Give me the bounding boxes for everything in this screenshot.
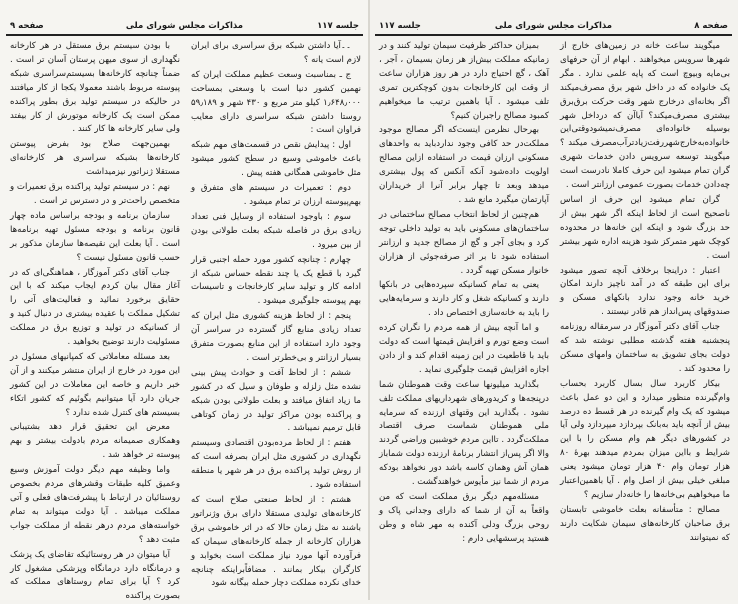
session-number: جلسه ۱۱۷ [317, 21, 359, 31]
paragraph: بهمین‌جهت صلاح بود بفرض پیوستن کارخانه‌ها بشبکه سراسری هر کارخانه‌ای مستقلا ژنراتور نیزمیداشت [10, 139, 180, 178]
page-header [6, 20, 363, 36]
paragraph: هم‌چنین از لحاظ انتخاب مصالح ساختمانی در ساختمان‌های مسکونی باید به تولید داخلی توجه کرد و بجای آجر و گچ از مصالح جدید و ارزانتر استفاده شود تا بر اثر صرفه‌جوئی از هزاران خانوار مسکن تهیه گردد . [379, 209, 549, 276]
paragraph: آیا میتوان در هر روستائیکه تقاضای یک پزشک و درمانگاه دارد درمانگاه وپزشکی مشغول کار کرد ؟ آیا برای تمام روستاهای مملکت که بصورت پراکنده [10, 549, 180, 602]
paragraph: و اما آنچه بیش از همه مردم را نگران کرده است وضع تورم و افزایش قیمتها است که دولت باید با قاطعیت در این زمینه اقدام کند و از دادن اجازه افزایش قیمت جلوگیری نماید . [379, 323, 549, 375]
page-number: صفحه ۹ [10, 21, 44, 31]
paragraph: سازمان برنامه و بودجه براساس ماده چهار قانون برنامه و بودجه مسئول تهیه برنامه‌ها است . آیا بعلت این نقیصه‌ها سازمان مذکور بر حسب قانون مسئول نیست ؟ [10, 210, 180, 263]
paragraph: ششم : از لحاظ آفت و حوادث پیش بینی نشده مثل زلزله و طوفان و سیل که در کشور ما زیاد اتفاق میافتد و بعلت طولانی بودن شبکه و پراکنده بودن مراکز تولید در زمان کوتاهی قابل ترمیم نمیباشد . [191, 367, 361, 434]
paragraph: اول : پیدایش نقص در قسمت‌های مهم شبکه باعث خاموشی وسیع در سطح کشور میشود مثل خاموشی همگانی هفته پیش . [191, 140, 361, 179]
paragraph: جناب آقای دکتر آموزگار ، هماهنگی‌ای که در آغاز مقال بیان کردم ایجاب میکند که با این حقایق برخورد نمائید و فعالیت‌های آتی را تشکیل مملکت با عقیده بیشتری در دنبال کنید و از کسانیکه در تولید و توزیع برق در مملکت مسئولیت دارند توضیح بخواهید . [10, 267, 180, 348]
text-column-left [10, 40, 180, 602]
paragraph: بمیزان حداکثر ظرفیت سیمان تولید کنند و در زمانیکه مملکت بیش‌از هر زمان بسیمان ، آجر ، آهک ، گچ احتیاج دارد در هر روز هزاران ساعت از وقت این کارخانجات بدون کوچکترین تمری تلف میشود . آیا باهمین ترتیب ما میخواهیم کمبود مصالح راجبران کنیم؟ [379, 41, 549, 121]
paragraph: پنجم : از لحاظ هزینه کشوری مثل ایران که تعداد زیادی منابع گاز گسترده در سراسر آن وجود دارد استفاده از این منابع بصورت متفرق بسیار ارزانتر و بی‌خطرتر است . [191, 311, 361, 363]
book-gutter [368, 0, 370, 600]
paragraph: بیکار کاربرد سال بسال کاربرد بحساب وام‌گیرنده منظور میدارد و این دو عمل باعث میشود که یک وام گیرنده در هر قسط ده درصد بیش از آنچه باید به‌بانک بپردازد میپردازد ولی آیا در کشورهای دیگر هم وام مسکن را با این شرایط و بااین میزان بمردم میدهند بهرهٔ ۸۰ هزار تومان وام ۴۰ هزار تومان میشود یعنی مبلغی خیلی بیش از اصل وام . آیا باهمین‌اعتبار ما میخواهیم بی‌خانه‌ها را خانه‌دار سازیم ؟ [560, 378, 730, 500]
left-page [0, 0, 369, 600]
right-page [369, 0, 738, 600]
paragraph: یعنی به تمام کسانیکه سپرده‌هایی در بانکها دارند و کسانیکه شغل و کار دارند و سرمایه‌هایی را باید به خانه‌سازی اختصاص داد . [379, 280, 549, 319]
page-number: صفحه ۸ [694, 21, 728, 31]
paragraph: اعتبار : دراینجا برخلاف آنچه تصور میشود برای این طبقه که در آمد ناچیز دارند امکان خرید خانه وجود ندارد بانکهای مسکن و صندوقهای پس‌انداز هم قادر نیستند . [560, 265, 730, 318]
paragraph: واما وظیفه مهم دیگر دولت آموزش وسیع وعمیق کلیه طبقات وقشرهای مردم بخصوص روستائیان در ارتباط با پیشرفت‌های فعلی و آتی مملکت میباشد . آیا دولت میتواند به تمام خواسته‌های مردم درهر نقطه از مملکت جواب مثبت دهد ؟ [10, 465, 180, 545]
running-title: مذاکرات مجلس شورای ملی [494, 21, 613, 31]
paragraph: ج ـ بمناسبت وسعت عظیم مملکت ایران که نهمین کشور دنیا است با وسعتی بمساحت ۱٫۶۴۸٫۰۰۰ کیلو متر مربع و ۴۳۰ شهر و ۵۹٫۱۸۹ روستا داشتن شبکه سراسری دارای معایب فراوان است : [191, 69, 361, 136]
paragraph: با بودن سیستم برق مستقل در هر کارخانه نگهداری از سوی میهن پرستان آسان تر است . ضمناً چنانچه کارخانه‌ها بسیستم‌سراسری شبکه پیوسته مربوط باشند معمولا یکجا از کار میافتند در حالیکه در سیستم تولید برق بطور پراکنده ممکن است یک کارخانه موتورش از کار بیفتد ولی سایر کارخانه ها کار کنند . [10, 41, 180, 135]
text-column-left [379, 40, 549, 560]
paragraph: ۔۔آیا داشتن شبکه برق سراسری برای ایران لازم است یانه ؟ [191, 41, 361, 65]
paragraph: نهم : در سیستم تولید پراکنده برق تعمیرات و متخصص راحت‌تر و در دسترس تر است . [10, 182, 180, 206]
running-title: مذاکرات مجلس شورای ملی [125, 21, 244, 31]
paragraph: مصالح : متأسفانه بعلت خاموشی تابستان برق صاحبان کارخانه‌های سیمان شکایت دارند که نمیتوانند [560, 504, 730, 543]
paragraph: هشتم : از لحاظ صنعتی صلاح است که کارخانه‌های تولیدی مستقلا دارای برق وژنراتور باشند نه مثل زمان حالا که در اثر خاموشی برق هزاران کارخانه از جمله کارخانه‌های سیمان که فرآورده آنها مورد نیاز مملکت است بخوابد و کارگران بیکار بمانند . مضافاً‌براینکه چنانچه خدای نکرده مملکت دچار حمله بیگانه شود [191, 495, 361, 589]
page-header [375, 20, 732, 36]
paragraph: چهارم : چنانچه کشور مورد حمله اجنبی قرار گیرد با قطع یک یا چند نقطه حساس شبکه از ادامه کار و تولید سایر کارخانجات و تاسیسات بهم پیوسته جلوگیری میشود . [191, 254, 361, 307]
paragraph: بهرحال نظرمن اینست‌که اگر مصالح موجود مملکت‌در حد کافی وجود ندارد‌باید به واحدهای مسکونی ارزان قیمت در استفاده ازاین مصالح اولویت داده‌شود آنکه آنکس که پول بیشتری میدهد وبعد تا چهار برابر آنرا از خریداران آپارتمان میگیرد مانع شد . [379, 125, 549, 205]
paragraph: بگذارید میلیونها ساعت وقت هموطنان شما درپنجه‌ها و کریدورهای شهرداریهای مملکت تلف نشود . بگذارید این وقتهای ارزنده که سرمایه ملی هموطنان شماست صرف اقتصاد مملکت‌گردد . تااین مردم خوشبین وراضی گردند والا اگر پس‌از انتشار برنامهٔ ارزنده دولت شما‌باز همان آش وهمان کاسه باشد دور نخواهد بودکه مردم از شما نیز مأیوس خواهندگشت . [379, 379, 549, 488]
paragraph: معرض این تحقیق قرار دهد بشتیبانی وهمکاری صمیمانه مردم بادولت بیشتر و بهم پیوسته تر خواهد شد . [10, 422, 180, 461]
paragraph: مسئله‌مهم دیگر برق مملکت است که من واقعاً به آن از شما که دارای وجدانی پاک و روحی بزرگ ودلی آکنده به مهر شاه و وطن هستید پرسشهایی دارم : [379, 492, 549, 544]
paragraph: میگویند ساعت خانه در زمین‌های خارج از شهرها سرویس میخواهند . ابهام از آن حرفهای بی‌مایه وبیوچ است که پایه علمی ندارد . مگر یک خانواده که در داخل شهر برق مصرف‌میکند اگر بخانه‌ای درخارج شهر وقت حرکت برق‌برق بیشتری مصرف‌میکند؟ آیاآن که درداخل شهر بوسیله خانواده‌ای مصرف‌نمیشود‌وقتی‌این خانواده‌به‌خارج‌شهر‌رفت‌زیاد‌تر‌آب‌مصرف میکند ؟ میگویند توسعه سرویس دادن خدمات شهری گران تمام میشود این حرف کاملا نادرست است چه‌دادن خدمات بصورت عمومی ارزانتر است . [560, 41, 730, 191]
paragraph: سوم : باوجود استفاده از وسایل فنی تعداد زیادی برق در فاصله شبکه بعلت طولانی بودن از بین میرود . [191, 211, 361, 250]
text-column-right [560, 40, 730, 560]
paragraph: گران تمام میشود این حرف از اساس ناصحیح است از لحاظ اینکه اگر شهر بیش از حد بزرگ شود و اینکه این خانه‌ها در محدوده کوچک شهر متمرکز شود هزینه اداره شهر بیشتر است . [560, 194, 730, 261]
session-number: جلسه ۱۱۷ [379, 21, 421, 31]
text-column-right [191, 40, 361, 589]
paragraph: دوم : تعمیرات در سیستم های متفرق و بهم‌پیوسته ارزان تر تمام میشود . [191, 183, 361, 207]
paragraph: هفتم : از لحاظ مرده‌بودن اقتصادی وسیستم نگهداری در کشوری مثل ایران بصرفه است که از روش تولید پراکنده برق در هر شهر یا منطقه استفاده شود . [191, 438, 361, 491]
paragraph: بعد مسئله معاملاتی که کمپانیهای مسئول در این مورد در خارج از ایران منتشر میکنند و از آن خبر داریم و خاصه این معاملات در این کشور جریان دارد آیا میتوانیم بگوئیم که کشور اتکاء بسیستم های کنترل شده ندارد ؟ [10, 351, 180, 418]
paragraph: جناب آقای دکتر آموزگار در سرمقاله روزنامه پنجشنبه هفته گذشته مطلبی نوشته شد که دولت بجای تشویق به ساختمان وامهای مسکن را محدود کند . [560, 322, 730, 374]
